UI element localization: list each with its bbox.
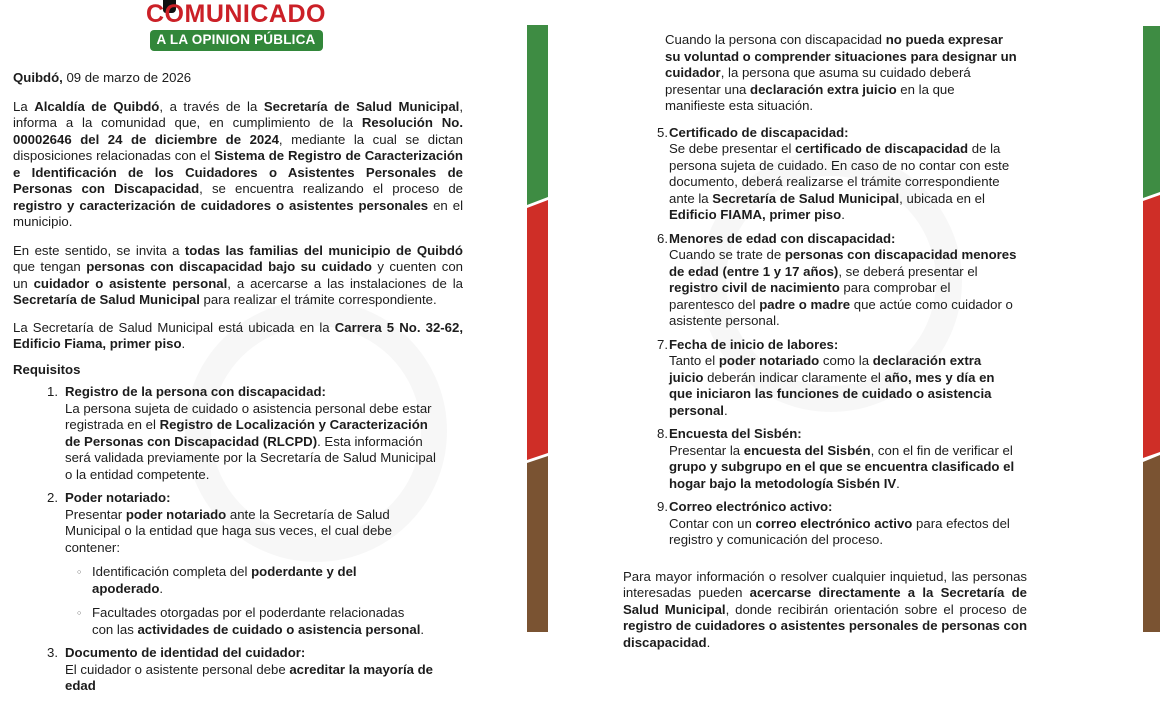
- list-item-9: [623, 499, 1027, 549]
- list-number: 5.: [657, 124, 668, 140]
- list-item-body: Presentar la encuesta del Sisbén, con el fin de verificar el grupo y subgrupo en el que se encuentra clasificado el hogar bajo la metodología Sisbén IV.: [669, 442, 1015, 491]
- list-item-6: [623, 231, 1027, 330]
- list-item-title: Certificado de discapacidad:: [669, 124, 849, 140]
- list-item-content: [669, 337, 1019, 420]
- bar-green-segment: [527, 25, 548, 205]
- bar-brown-segment: [527, 456, 548, 632]
- list-item-title: Poder notariado:: [65, 490, 171, 505]
- communique-header: [146, 0, 326, 51]
- comunicado-title-clipped: [146, 0, 326, 29]
- list-number: 9.: [657, 499, 668, 514]
- right-tricolor-bar: [1143, 26, 1160, 632]
- list-item-body: La persona sujeta de cuidado o asistencia personal debe estar registrada en el Registro de Localización y Caracterización de Personas con Discapacidad (RLCPD). Esta información será validada previamente por la Secretaría de Salud Municipal o la entidad competente.: [65, 400, 436, 482]
- list-item-body: Presentar poder notariado ante la Secretaría de Salud Municipal o la entidad que haga sus veces, el cual debe contener:: [65, 506, 392, 555]
- list-item-content: [669, 231, 1019, 330]
- list-item-content: [65, 384, 439, 483]
- list-item-content: [669, 125, 1019, 224]
- bar-brown-segment: [1143, 455, 1160, 632]
- right-column: [623, 26, 1027, 651]
- sub-bullet-text: Identificación completa del poderdante y del apoderado.: [92, 564, 357, 596]
- opinion-publica-banner: A LA OPINION PÚBLICA: [150, 30, 323, 51]
- list-item-body: El cuidador o asistente personal debe acreditar la mayoría de edad: [65, 661, 434, 693]
- list-item-3: [13, 645, 463, 695]
- list-item-body: Tanto el poder notariado como la declaración extra juicio deberán indicar claramente el año, mes y día en que iniciaron las funciones de cuidado o asistencia personal.: [669, 353, 995, 418]
- list-item-body: Contar con un correo electrónico activo para efectos del registro y comunicación del proceso.: [669, 515, 1010, 547]
- list-item-1: [13, 384, 463, 483]
- list-item-title: Documento de identidad del cuidador:: [65, 645, 306, 660]
- list-item-content: [65, 645, 439, 695]
- list-number: 7.: [657, 336, 668, 352]
- list-number: 1.: [47, 384, 58, 399]
- list-item-content: [669, 499, 1019, 549]
- list-item-title: Menores de edad con discapacidad:: [669, 230, 896, 246]
- list-item-content: [669, 426, 1019, 492]
- invitation-paragraph: En este sentido, se invita a todas las familias del municipio de Quibdó que tengan personas con discapacidad bajo su cuidado y cuenten con un cuidador o asistente personal, a acercarse a las instalaciones de la Secretaría de Salud Municipal para realizar el trámite correspondiente.: [13, 242, 464, 307]
- list-item-body: Se debe presentar el certificado de discapacidad de la persona sujeta de cuidado. En caso de no contar con este documento, deberá realizarse el trámite correspondiente ante la Secretaría de Salud Municipal, ubicada en el Edificio FIAMA, primer piso.: [669, 141, 1010, 222]
- list-item-title: Correo electrónico activo:: [669, 499, 833, 514]
- list-item-body: Cuando se trate de personas con discapacidad menores de edad (entre 1 y 17 años), se deberá presentar el registro civil de nacimiento para comprobar el parentesco del padre o madre que actúe como cuidador o asistente personal.: [669, 247, 1017, 328]
- item4-continuation-paragraph: Cuando la persona con discapacidad no pueda expresar su voluntad o comprender situaciones para designar un cuidador, la persona que asuma su cuidado deberá presentar una declaración extra juicio en la que manifieste esta situación.: [665, 32, 1017, 113]
- list-number: 2.: [47, 490, 58, 505]
- list-item-2: [13, 490, 463, 638]
- circle-bullet-icon: ○: [77, 610, 82, 617]
- requisitos-heading: Requisitos: [13, 361, 81, 377]
- list-item-content: [65, 490, 439, 638]
- list-number: 6.: [657, 230, 668, 246]
- sub-bullet-1: [65, 564, 439, 597]
- closing-paragraph: Para mayor información o resolver cualquier inquietud, las personas interesadas pueden acercarse directamente a la Secretaría de Salud Municipal, donde recibirán orientación sobre el proceso de registro de cuidadores o asistentes personales de personas con discapacidad.: [623, 568, 1027, 650]
- list-item-7: [623, 337, 1027, 420]
- center-tricolor-bar: [527, 25, 548, 632]
- left-column: [13, 70, 463, 702]
- list-item-8: [623, 426, 1027, 492]
- comunicado-title: COMUNICADO: [146, 0, 326, 28]
- sub-bullet-text: Facultades otorgadas por el poderdante relacionadas con las actividades de cuidado o asistencia personal.: [92, 605, 425, 637]
- bar-red-segment: [527, 200, 548, 460]
- dateline: Quibdó, 09 de marzo de 2026: [13, 70, 192, 85]
- list-item-title: Registro de la persona con discapacidad:: [65, 384, 326, 399]
- address-paragraph: La Secretaría de Salud Municipal está ubicada en la Carrera 5 No. 32-62, Edificio Fiama, primer piso.: [13, 319, 464, 351]
- intro-paragraph: La Alcaldía de Quibdó, a través de la Secretaría de Salud Municipal, informa a la comunidad que, en cumplimiento de la Resolución No. 00002646 del 24 de diciembre de 2024, mediante la cual se dictan disposiciones relacionadas con el Sistema de Registro de Caracterización e Identificación de los Cuidadores o Asistentes Personales de Personas con Discapacidad, se encuentra realizando el proceso de registro y caracterización de cuidadores o asistentes personales en el municipio.: [13, 98, 464, 229]
- list-number: 3.: [47, 645, 58, 660]
- list-number: 8.: [657, 426, 668, 441]
- list-item-title: Fecha de inicio de labores:: [669, 336, 839, 352]
- bar-green-segment: [1143, 26, 1160, 198]
- list-item-5: [623, 125, 1027, 224]
- list-item-title: Encuesta del Sisbén:: [669, 426, 802, 441]
- circle-bullet-icon: ○: [77, 569, 82, 576]
- bar-red-segment: [1143, 195, 1160, 458]
- sub-bullet-2: [65, 605, 439, 638]
